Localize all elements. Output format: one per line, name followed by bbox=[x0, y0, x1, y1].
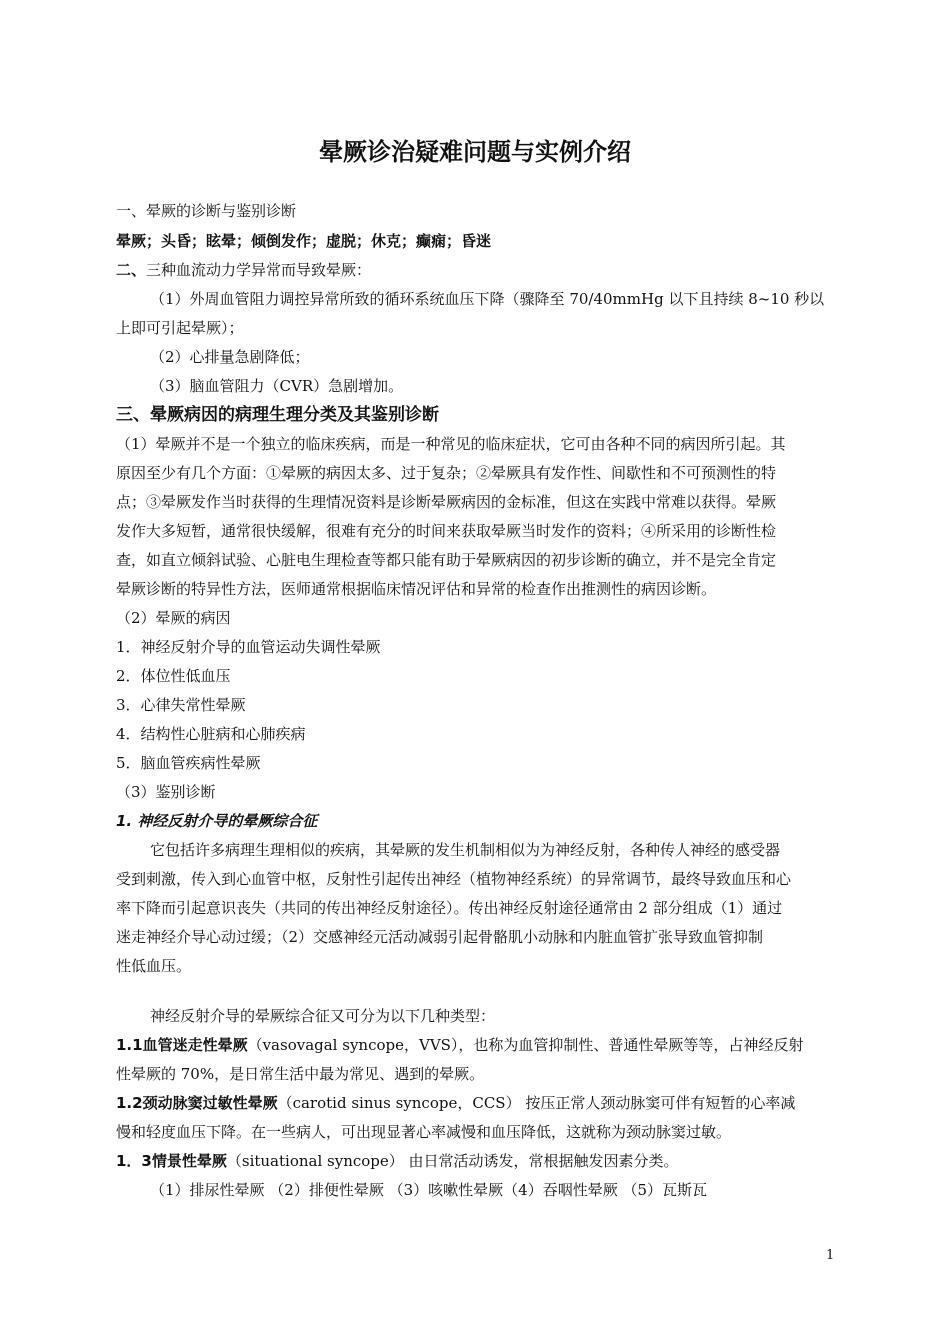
vvs-title: 1.1血管迷走性晕厥 bbox=[116, 1036, 248, 1054]
nms-paragraph-line: 迷走神经介导心动过缓；（2）交感神经元活动减弱引起骨骼肌小动脉和内脏血管扩张导致血管抑制 bbox=[116, 928, 764, 946]
section-1-heading: 一、晕厥的诊断与鉴别诊断 bbox=[116, 202, 297, 220]
cause-item: 2．体位性低血压 bbox=[116, 667, 231, 685]
cause-item: 4．结构性心脏病和心肺疾病 bbox=[116, 725, 306, 743]
section-2-heading-text: 三种血流动力学异常而导致晕厥： bbox=[146, 261, 372, 279]
nms-paragraph-line: 率下降而引起意识丧失（共同的传出神经反射途径）。传出神经反射途径通常由 2 部分组成（1）通过 bbox=[116, 899, 783, 917]
situational-types: （1）排尿性晕厥 （2）排便性晕厥 （3）咳嗽性晕厥（4）吞咽性晕厥 （5）瓦斯瓦 bbox=[150, 1181, 708, 1199]
situational-title: 1．3情景性晕厥 bbox=[116, 1152, 227, 1170]
section-1-keywords: 晕厥；头昏；眩晕；倾倒发作；虚脱；休克；癫痫；昏迷 bbox=[116, 232, 492, 250]
s3-p1-line: 点；③晕厥发作当时获得的生理情况资料是诊断晕厥病因的金标准，但这在实践中常难以获得。晕厥 bbox=[116, 493, 777, 511]
situational-description: （situational syncope） 由日常活动诱发，常根据触发因素分类。 bbox=[226, 1152, 679, 1170]
section-3-heading: 三、晕厥病因的病理生理分类及其鉴别诊断 bbox=[116, 405, 439, 425]
vvs-line2: 性晕厥的 70%，是日常生活中最为常见、遇到的晕厥。 bbox=[116, 1065, 485, 1083]
s3-p1-line: 晕厥诊断的特异性方法，医师通常根据临床情况评估和异常的检查作出推测性的病因诊断。 bbox=[116, 580, 717, 598]
differential-heading: （3）鉴别诊断 bbox=[116, 783, 216, 801]
cause-item: 3．心律失常性晕厥 bbox=[116, 696, 246, 714]
nms-paragraph-line: 性低血压。 bbox=[116, 957, 192, 975]
causes-heading: （2）晕厥的病因 bbox=[116, 609, 231, 627]
s3-p1-line: 发作大多短暂，通常很快缓解，很难有充分的时间来获取晕厥当时发作的资料；④所采用的诊断性检 bbox=[116, 522, 777, 540]
nms-paragraph-line: 受到刺激，传入到心血管中枢，反射性引起传出神经（植物神经系统）的异常调节，最终导致血压和心 bbox=[116, 870, 792, 888]
section-2-heading bbox=[116, 259, 840, 281]
s2-item2: （2）心排量急剧降低； bbox=[150, 348, 310, 366]
vvs-line1 bbox=[116, 1034, 840, 1056]
nms-heading: 1. 神经反射介导的晕厥综合征 bbox=[116, 812, 318, 830]
situational-line bbox=[116, 1150, 840, 1172]
ccs-line1 bbox=[116, 1092, 840, 1114]
s3-p1-line: 原因至少有几个方面：①晕厥的病因太多、过于复杂；②晕厥具有发作性、间歇性和不可预测性的特 bbox=[116, 464, 777, 482]
types-intro: 神经反射介导的晕厥综合征又可分为以下几种类型： bbox=[150, 1007, 496, 1025]
s3-p1-line: （1）晕厥并不是一个独立的临床疾病，而是一种常见的临床症状，它可由各种不同的病因所引起。其 bbox=[116, 435, 786, 453]
cause-item: 1．神经反射介导的血管运动失调性晕厥 bbox=[116, 638, 381, 656]
section-2-number: 二、 bbox=[116, 261, 147, 279]
s2-item1-line1: （1）外周血管阻力调控异常所致的循环系统血压下降（骤降至 70/40mmHg 以下且持续 8~10 秒以 bbox=[150, 290, 825, 308]
s2-item1-line2: 上即可引起晕厥）； bbox=[116, 319, 244, 337]
vvs-description: （vasovagal syncope，VVS），也称为血管抑制性、普通性晕厥等等，占神经反射 bbox=[247, 1036, 804, 1054]
page-number: 1 bbox=[826, 1248, 835, 1263]
s3-p1-line: 查，如直立倾斜试验、心脏电生理检查等都只能有助于晕厥病因的初步诊断的确立，并不是完全肯定 bbox=[116, 551, 777, 569]
s2-item3: （3）脑血管阻力（CVR）急剧增加。 bbox=[150, 377, 404, 395]
ccs-description: （carotid sinus syncope，CCS） 按压正常人颈动脉窦可伴有短暂的心率减 bbox=[277, 1094, 796, 1112]
cause-item: 5．脑血管疾病性晕厥 bbox=[116, 754, 261, 772]
ccs-line2: 慢和轻度血压下降。在一些病人，可出现显著心率减慢和血压降低，这就称为颈动脉窦过敏。 bbox=[116, 1123, 732, 1141]
nms-paragraph-line: 它包括许多病理生理相似的疾病，其晕厥的发生机制相似为为神经反射，各种传人神经的感受器 bbox=[150, 841, 781, 859]
ccs-title: 1.2颈动脉窦过敏性晕厥 bbox=[116, 1094, 278, 1112]
page-title: 晕厥诊治疑难问题与实例介绍 bbox=[319, 138, 631, 166]
